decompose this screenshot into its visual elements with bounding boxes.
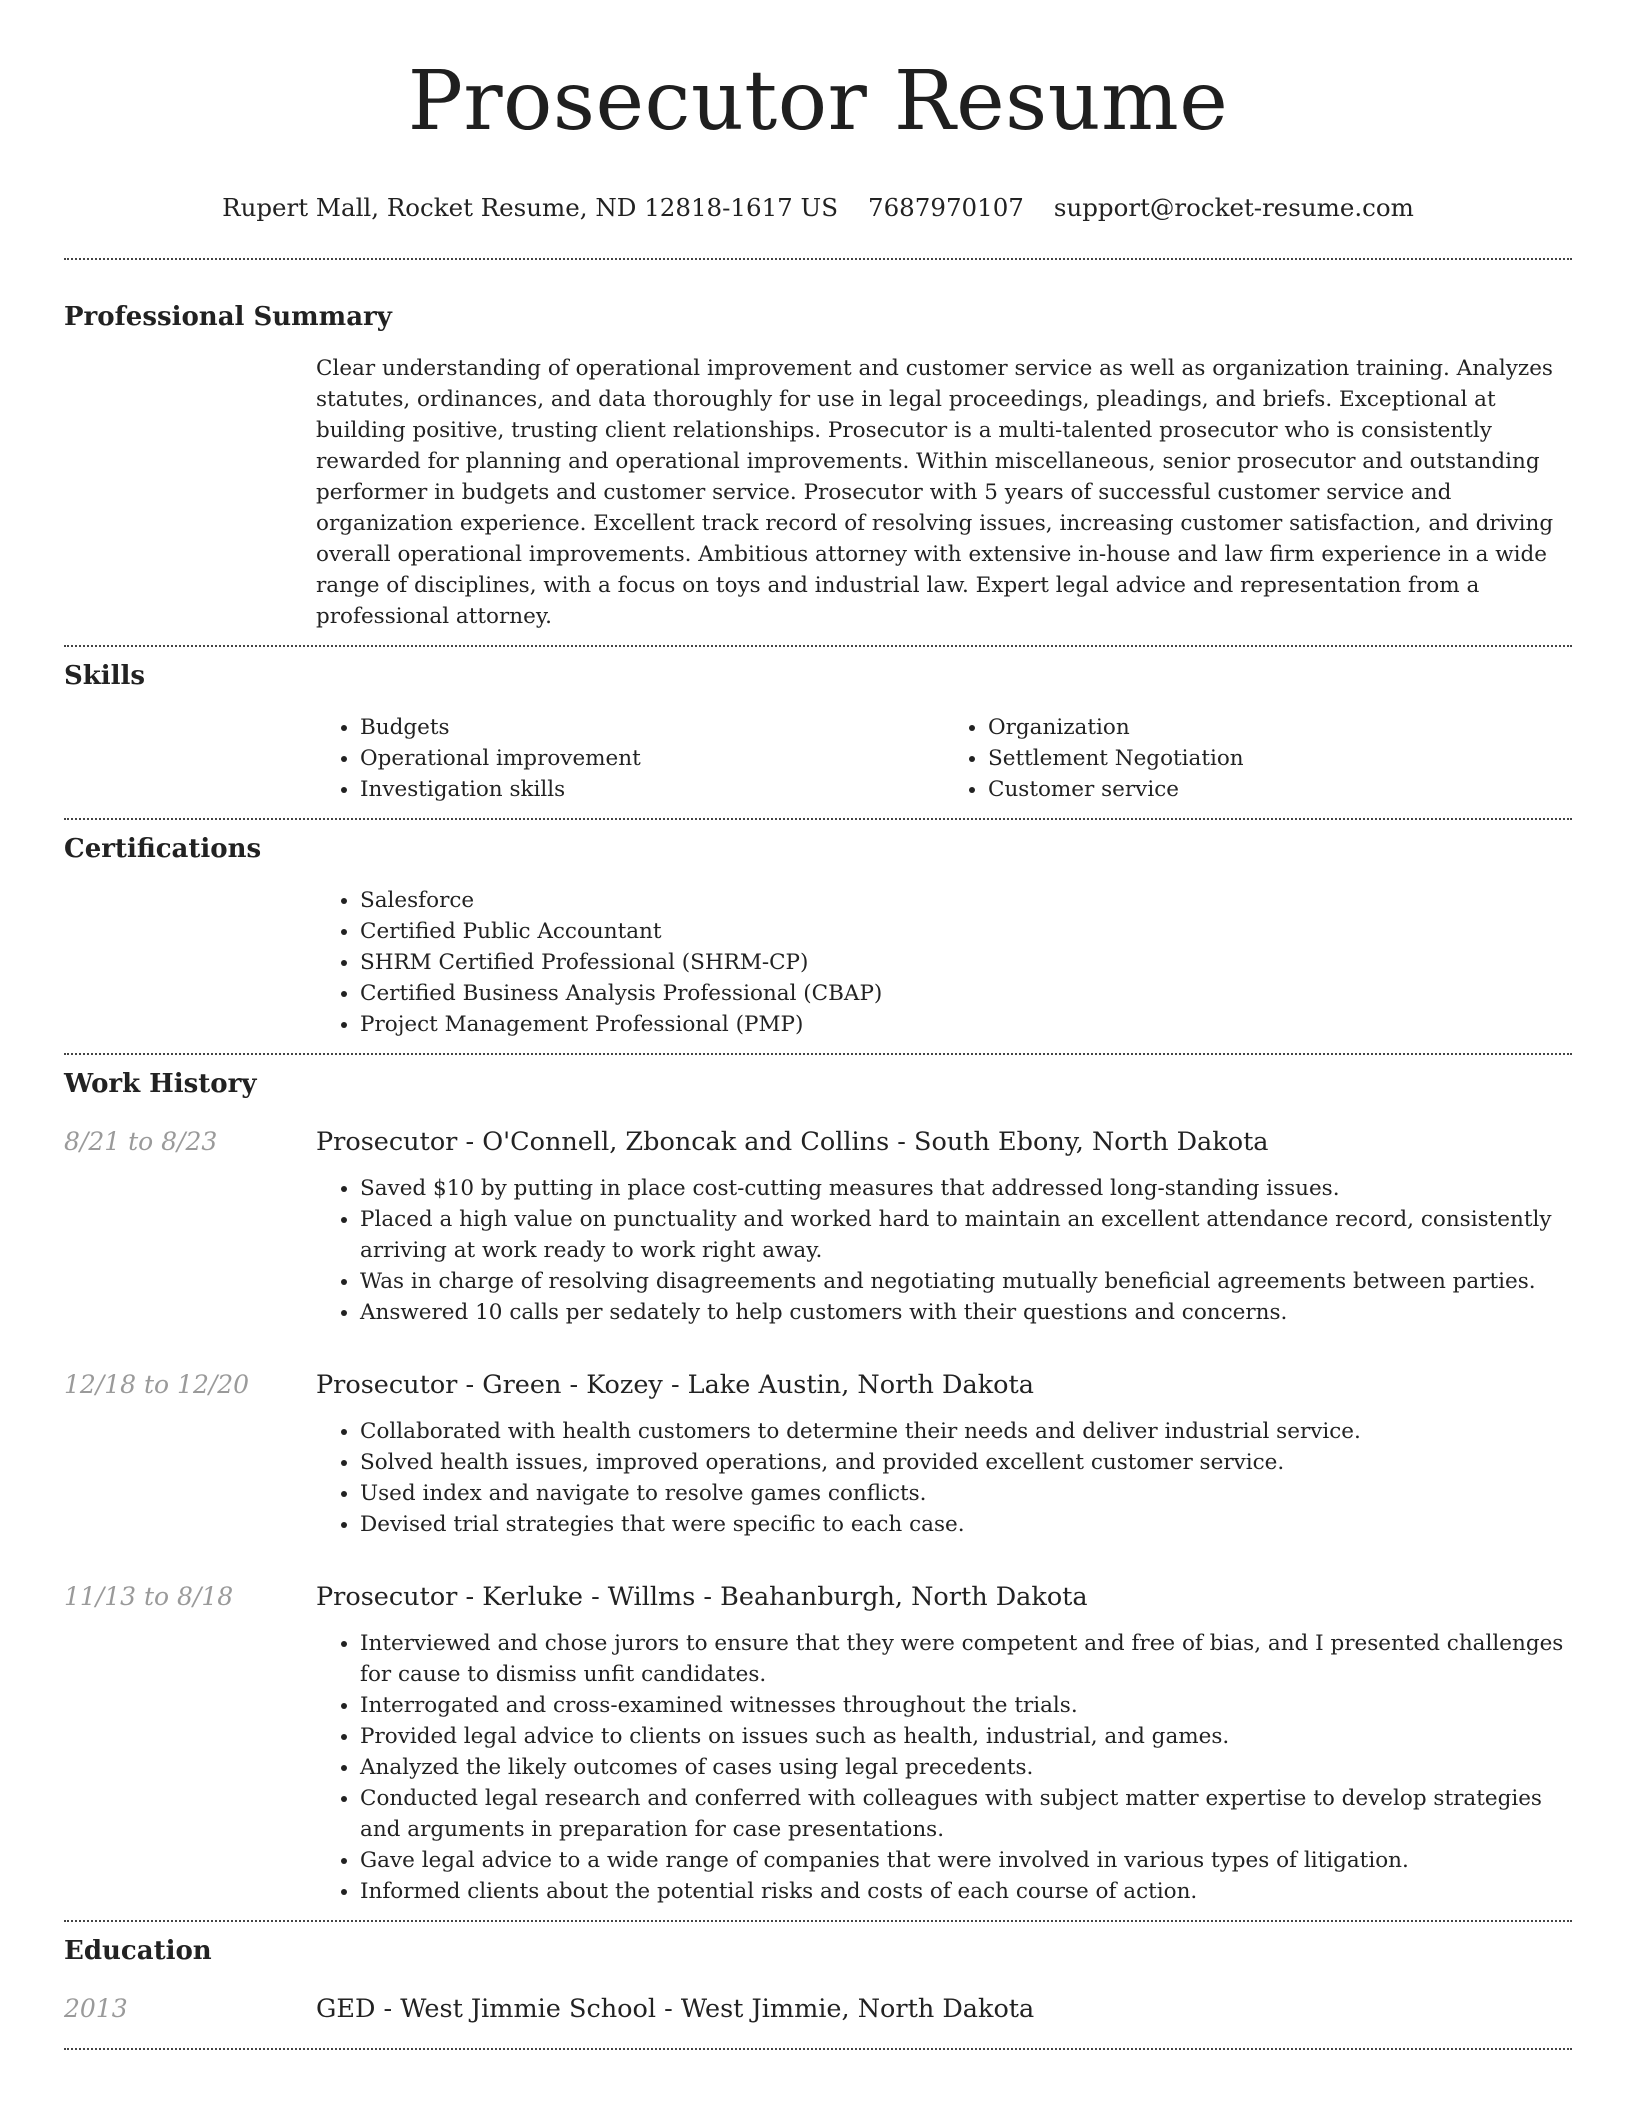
resume-page bbox=[64, 0, 1572, 2050]
skill-item: • Budgets bbox=[360, 712, 944, 743]
job-entry bbox=[64, 1368, 1572, 1540]
skill-item: • Operational improvement bbox=[360, 743, 944, 774]
divider bbox=[64, 1920, 1572, 1922]
certification-item: • Certified Public Accountant bbox=[360, 916, 1572, 947]
education-year: 2013 bbox=[64, 1994, 128, 2023]
job-dates: 12/18 to 12/20 bbox=[64, 1370, 250, 1399]
divider bbox=[64, 645, 1572, 647]
job-bullet: • Placed a high value on punctuality and worked hard to maintain an excellent attendance record, consistently arriving at work ready to work right away. bbox=[360, 1204, 1572, 1266]
summary-heading: Professional Summary bbox=[64, 302, 392, 332]
work-history-heading: Work History bbox=[64, 1069, 257, 1099]
resume-title: Prosecutor Resume bbox=[407, 54, 1229, 149]
job-bullet: • Analyzed the likely outcomes of cases using legal precedents. bbox=[360, 1752, 1572, 1783]
job-bullet: • Was in charge of resolving disagreements and negotiating mutually beneficial agreements between parties. bbox=[360, 1266, 1572, 1297]
contact-address: Rupert Mall, Rocket Resume, ND 12818-1617 US bbox=[222, 193, 838, 222]
job-title: Prosecutor - O'Connell, Zboncak and Collins - South Ebony, North Dakota bbox=[316, 1127, 1269, 1157]
certifications-heading: Certifications bbox=[64, 834, 262, 864]
job-bullet: • Used index and navigate to resolve games conflicts. bbox=[360, 1478, 1572, 1509]
contact-line bbox=[64, 192, 1572, 224]
job-dates: 11/13 to 8/18 bbox=[64, 1582, 234, 1611]
job-entry bbox=[64, 1580, 1572, 1907]
certification-item: • SHRM Certified Professional (SHRM-CP) bbox=[360, 947, 1572, 978]
certification-item: • Certified Business Analysis Professional (CBAP) bbox=[360, 978, 1572, 1009]
job-bullet: • Informed clients about the potential risks and costs of each course of action. bbox=[360, 1876, 1572, 1907]
skills-list bbox=[316, 712, 1572, 805]
job-title: Prosecutor - Kerluke - Willms - Beahanburgh, North Dakota bbox=[316, 1582, 1088, 1612]
skill-item: • Organization bbox=[988, 712, 1572, 743]
contact-phone: 7687970107 bbox=[868, 193, 1024, 222]
job-bullet: • Answered 10 calls per sedately to help customers with their questions and concerns. bbox=[360, 1297, 1572, 1328]
job-bullet: • Collaborated with health customers to determine their needs and deliver industrial service. bbox=[360, 1416, 1572, 1447]
job-bullet: • Interviewed and chose jurors to ensure that they were competent and free of bias, and I presented challenges for cause to dismiss unfit candidates. bbox=[360, 1628, 1572, 1690]
divider bbox=[64, 258, 1572, 260]
divider bbox=[64, 1053, 1572, 1055]
job-bullet: • Conducted legal research and conferred with colleagues with subject matter expertise to develop strategies and arguments in preparation for case presentations. bbox=[360, 1783, 1572, 1845]
education-title: GED - West Jimmie School - West Jimmie, North Dakota bbox=[316, 1994, 1035, 2024]
job-bullets bbox=[316, 1416, 1572, 1540]
job-bullet: • Saved $10 by putting in place cost-cutting measures that addressed long-standing issues. bbox=[360, 1173, 1572, 1204]
summary-text: Clear understanding of operational improvement and customer service as well as organization training. Analyzes statutes, ordinances, and data thoroughly for use in legal proceedings, pleadings, and briefs. Exceptional at building positive, trusting client relationships. Prosecutor is a multi-talented prosecutor who is consistently rewarded for planning and operational improvements. Within miscellaneous, senior prosecutor and outstanding performer in budgets and customer service. Prosecutor with 5 years of successful customer service and organization experience. Excellent track record of resolving issues, increasing customer satisfaction, and driving overall operational improvements. Ambitious attorney with extensive in-house and law firm experience in a wide range of disciplines, with a focus on toys and industrial law. Expert legal advice and representation from a professional attorney. bbox=[316, 356, 1554, 629]
skills-heading: Skills bbox=[64, 661, 146, 691]
job-title: Prosecutor - Green - Kozey - Lake Austin, North Dakota bbox=[316, 1370, 1034, 1400]
job-bullet: • Devised trial strategies that were specific to each case. bbox=[360, 1509, 1572, 1540]
job-bullet: • Interrogated and cross-examined witnesses throughout the trials. bbox=[360, 1690, 1572, 1721]
job-bullets bbox=[316, 1628, 1572, 1907]
skill-item: • Settlement Negotiation bbox=[988, 743, 1572, 774]
job-bullet: • Provided legal advice to clients on issues such as health, industrial, and games. bbox=[360, 1721, 1572, 1752]
skills-column-right bbox=[944, 712, 1572, 805]
skill-item: • Investigation skills bbox=[360, 774, 944, 805]
education-heading: Education bbox=[64, 1936, 212, 1966]
divider bbox=[64, 818, 1572, 820]
certification-item: • Salesforce bbox=[360, 885, 1572, 916]
divider bbox=[64, 2048, 1572, 2050]
certifications-list bbox=[316, 885, 1572, 1040]
job-bullet: • Gave legal advice to a wide range of companies that were involved in various types of litigation. bbox=[360, 1845, 1572, 1876]
skills-column-left bbox=[316, 712, 944, 805]
job-bullet: • Solved health issues, improved operations, and provided excellent customer service. bbox=[360, 1447, 1572, 1478]
education-entry bbox=[64, 1992, 1572, 2026]
job-entry bbox=[64, 1125, 1572, 1328]
certification-item: • Project Management Professional (PMP) bbox=[360, 1009, 1572, 1040]
job-bullets bbox=[316, 1173, 1572, 1328]
skill-item: • Customer service bbox=[988, 774, 1572, 805]
job-dates: 8/21 to 8/23 bbox=[64, 1127, 218, 1156]
contact-email: support@rocket-resume.com bbox=[1053, 193, 1414, 222]
